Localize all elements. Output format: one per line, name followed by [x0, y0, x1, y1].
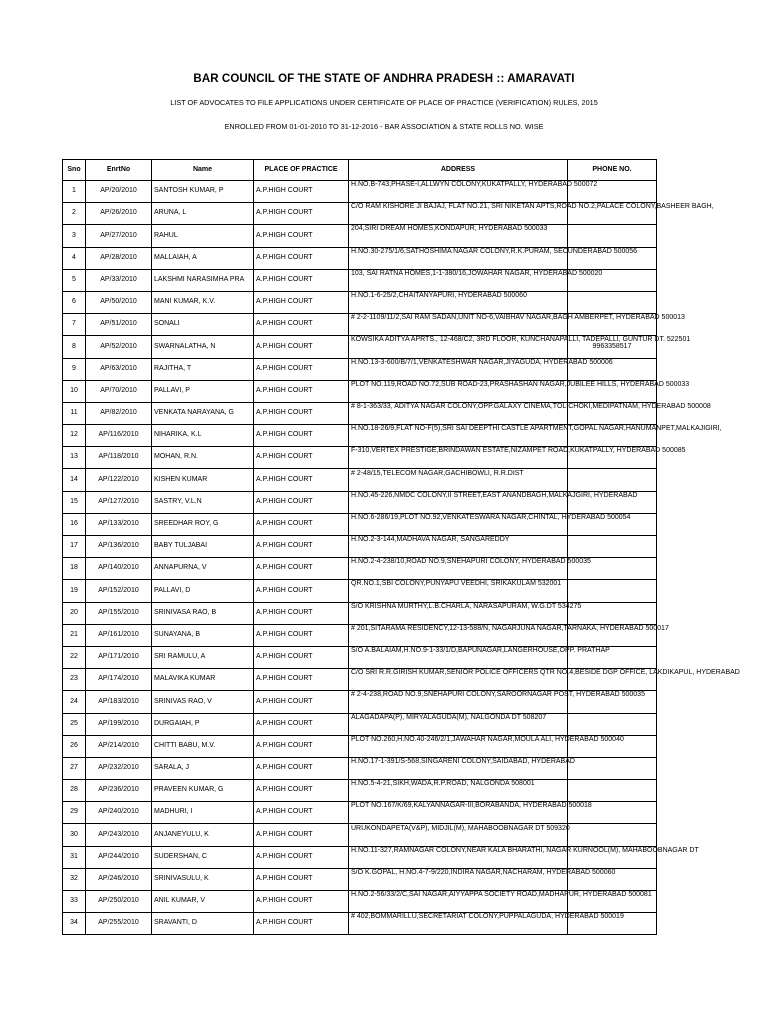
- table-row: [63, 336, 657, 358]
- address-text: # 2-48/15,TELECOM NAGAR,GACHIBOWLI, R.R.DIST: [351, 469, 524, 477]
- cell-sno: 7: [63, 314, 86, 336]
- cell-place: A.P.HIGH COURT: [254, 247, 349, 269]
- cell-address: [349, 491, 638, 513]
- cell-name: SRINIVASULU, K: [152, 868, 254, 890]
- cell-enrtno: AP/70/2010: [86, 380, 152, 402]
- cell-place: A.P.HIGH COURT: [254, 913, 349, 935]
- cell-enrtno: AP/214/2010: [86, 735, 152, 757]
- cell-place: A.P.HIGH COURT: [254, 691, 349, 713]
- cell-sno: 18: [63, 558, 86, 580]
- cell-address: [349, 203, 714, 225]
- cell-name: PALLAVI, D: [152, 580, 254, 602]
- table-row: [63, 469, 657, 491]
- cell-name: ARUNA, L: [152, 203, 254, 225]
- cell-name: SUNAYANA, B: [152, 624, 254, 646]
- address-text: KOWSIKA ADITYA APRTS., 12-468/C2, 3RD FLOOR, KUNCHANAPALLI, TADEPALLI, GUNTUR DT. 522501: [351, 336, 691, 344]
- cell-name: SRI RAMULU, A: [152, 646, 254, 668]
- advocates-table: [62, 159, 740, 935]
- table-row: [63, 447, 657, 469]
- cell-sno: 26: [63, 735, 86, 757]
- cell-sno: 25: [63, 713, 86, 735]
- cell-sno: 34: [63, 913, 86, 935]
- table-row: [63, 713, 657, 735]
- table-row: [63, 291, 657, 313]
- cell-sno: 33: [63, 891, 86, 913]
- table-row: [63, 824, 657, 846]
- cell-name: CHITTI BABU, M.V.: [152, 735, 254, 757]
- cell-address: [349, 558, 591, 580]
- cell-name: KISHEN KUMAR: [152, 469, 254, 491]
- cell-place: A.P.HIGH COURT: [254, 868, 349, 890]
- cell-address: [349, 735, 624, 757]
- enrollment-range: ENROLLED FROM 01-01-2010 TO 31-12-2016 - BAR ASSOCIATION & STATE ROLLS NO. WISE: [224, 122, 544, 131]
- cell-phone: [568, 780, 657, 802]
- cell-enrtno: AP/116/2010: [86, 425, 152, 447]
- cell-phone: [568, 225, 657, 247]
- address-text: S/O KRISHNA MURTHY,L.B.CHARLA, NARASAPURAM, W.G.DT 534275: [351, 602, 582, 610]
- cell-sno: 32: [63, 868, 86, 890]
- cell-name: DURGAIAH, P: [152, 713, 254, 735]
- cell-place: A.P.HIGH COURT: [254, 314, 349, 336]
- address-text: # 2-4-238,ROAD NO.9,SNEHAPURI COLONY,SAROORNAGAR POST, HYDERABAD 500035: [351, 691, 645, 699]
- address-text: ALAGADAPA(P), MIRYALAGUDA(M), NALGONDA DT 508207: [351, 713, 547, 721]
- address-text: PLOT NO.119,ROAD NO.72,SUB ROAD-23,PRASHASHAN NAGAR,JUBILEE HILLS, HYDERABAD 500033: [351, 380, 690, 388]
- cell-name: PRAVEEN KUMAR, G: [152, 780, 254, 802]
- cell-enrtno: AP/199/2010: [86, 713, 152, 735]
- cell-address: [349, 402, 711, 424]
- table-row: [63, 669, 657, 691]
- cell-sno: 23: [63, 669, 86, 691]
- address-text: H.NO.18-26/9,FLAT NO-F(5),SRI SAI DEEPTHI CASTLE APARTMENT,GOPAL NAGAR,HANUMANPET,MALKAJIGIRI,: [351, 425, 722, 433]
- table-row: [63, 269, 657, 291]
- cell-place: A.P.HIGH COURT: [254, 469, 349, 491]
- address-text: H.NO.6-286/19,PLOT NO.92,VENKATESWARA NAGAR,CHINTAL, HYDERABAD 500054: [351, 513, 631, 521]
- cell-phone: [568, 536, 657, 558]
- cell-address: [349, 358, 613, 380]
- address-text: S/O K.GOPAL, H.NO.4-7-9/220,INDIRA NAGAR,NACHARAM, HYDERABAD 500060: [351, 868, 616, 876]
- cell-enrtno: AP/244/2010: [86, 846, 152, 868]
- cell-place: A.P.HIGH COURT: [254, 713, 349, 735]
- cell-enrtno: AP/28/2010: [86, 247, 152, 269]
- table-row: [63, 314, 657, 336]
- cell-enrtno: AP/183/2010: [86, 691, 152, 713]
- cell-name: VENKATA NARAYANA, G: [152, 402, 254, 424]
- cell-enrtno: AP/133/2010: [86, 513, 152, 535]
- cell-sno: 21: [63, 624, 86, 646]
- address-text: # 8-1-363/33, ADITYA NAGAR COLONY,OPP.GALAXY CINEMA,TOLICHOKI,MEDIPATNAM, HYDERABAD 500008: [351, 402, 711, 410]
- table-row: [63, 757, 657, 779]
- cell-place: A.P.HIGH COURT: [254, 580, 349, 602]
- cell-enrtno: AP/82/2010: [86, 402, 152, 424]
- cell-address: [349, 580, 568, 602]
- cell-address: [349, 868, 616, 890]
- table-row: [63, 846, 657, 868]
- cell-place: A.P.HIGH COURT: [254, 735, 349, 757]
- cell-sno: 14: [63, 469, 86, 491]
- table-header-row: [63, 160, 657, 181]
- cell-enrtno: AP/246/2010: [86, 868, 152, 890]
- cell-place: A.P.HIGH COURT: [254, 491, 349, 513]
- cell-place: A.P.HIGH COURT: [254, 802, 349, 824]
- table-row: [63, 536, 657, 558]
- address-text: H.NO.1-6-25/2,CHAITANYAPURI, HYDERABAD 500060: [351, 292, 527, 300]
- cell-sno: 30: [63, 824, 86, 846]
- address-text: # 201,SITARAMA RESIDENCY,12-13-588/N, NAGARJUNA NAGAR,TARNAKA, HYDERABAD 500017: [351, 624, 669, 632]
- cell-phone: [568, 580, 657, 602]
- address-text: 103, SAI RATNA HOMES,1-1-380/16,JOWAHAR NAGAR, HYDERABAD 500020: [351, 269, 603, 277]
- cell-name: SRINIVAS RAO, V: [152, 691, 254, 713]
- cell-name: SONALI: [152, 314, 254, 336]
- cell-enrtno: AP/243/2010: [86, 824, 152, 846]
- address-text: H.NO.2-4-238/10,ROAD NO.9,SNEHAPURI COLONY, HYDERABAD 500035: [351, 558, 591, 566]
- address-text: # 402,BOMMARILLU,SECRETARIAT COLONY,PUPPALAGUDA, HYDERABAD 500019: [351, 913, 624, 921]
- table-row: [63, 247, 657, 269]
- cell-enrtno: AP/27/2010: [86, 225, 152, 247]
- address-text: H.NO.30-275/1/6,SATHOSHIMA NAGAR COLONY,R.K.PURAM, SECUNDERABAD 500056: [351, 247, 638, 255]
- cell-place: A.P.HIGH COURT: [254, 181, 349, 203]
- cell-enrtno: AP/51/2010: [86, 314, 152, 336]
- table-row: [63, 203, 657, 225]
- cell-address: [349, 181, 598, 203]
- cell-name: SANTOSH KUMAR, P: [152, 181, 254, 203]
- cell-sno: 17: [63, 536, 86, 558]
- cell-address: [349, 269, 603, 291]
- cell-address: [349, 291, 568, 313]
- cell-phone: [568, 291, 657, 313]
- column-header-enrtno: EnrtNo: [86, 160, 152, 181]
- table-row: [63, 491, 657, 513]
- cell-address: [349, 846, 699, 868]
- cell-address: [349, 447, 686, 469]
- address-text: H.NO.2-56/33/2/C,SAI NAGAR,AIYYAPPA SOCIETY ROAD,MADHAPUR, HYDERABAD 500081: [351, 891, 652, 899]
- cell-place: A.P.HIGH COURT: [254, 425, 349, 447]
- cell-sno: 13: [63, 447, 86, 469]
- cell-enrtno: AP/33/2010: [86, 269, 152, 291]
- cell-name: RAHUL: [152, 225, 254, 247]
- table-row: [63, 624, 657, 646]
- cell-address: [349, 802, 592, 824]
- cell-name: SWARNALATHA, N: [152, 336, 254, 358]
- cell-name: ANJANEYULU, K: [152, 824, 254, 846]
- cell-phone: 9963358517: [568, 336, 657, 358]
- cell-place: A.P.HIGH COURT: [254, 669, 349, 691]
- cell-name: BABY TULJABAI: [152, 536, 254, 558]
- cell-enrtno: AP/50/2010: [86, 291, 152, 313]
- cell-name: MADHURI, I: [152, 802, 254, 824]
- cell-phone: [568, 713, 657, 735]
- cell-name: ANNAPURNA, V: [152, 558, 254, 580]
- table-row: [63, 358, 657, 380]
- table-row: [63, 802, 657, 824]
- cell-place: A.P.HIGH COURT: [254, 225, 349, 247]
- cell-sno: 3: [63, 225, 86, 247]
- table-row: [63, 913, 657, 935]
- cell-address: [349, 713, 568, 735]
- cell-sno: 16: [63, 513, 86, 535]
- cell-sno: 6: [63, 291, 86, 313]
- cell-enrtno: AP/127/2010: [86, 491, 152, 513]
- cell-name: SUDERSHAN, C: [152, 846, 254, 868]
- cell-name: MALLAIAH, A: [152, 247, 254, 269]
- cell-phone: [568, 757, 657, 779]
- cell-enrtno: AP/240/2010: [86, 802, 152, 824]
- address-text: H.NO.13-3-600/B/7/1,VENKATESHWAR NAGAR,JIYAGUDA, HYDERABAD 500006: [351, 358, 613, 366]
- table-row: [63, 558, 657, 580]
- cell-place: A.P.HIGH COURT: [254, 291, 349, 313]
- cell-address: [349, 691, 645, 713]
- column-header-sno: Sno: [63, 160, 86, 181]
- table-row: [63, 513, 657, 535]
- cell-place: A.P.HIGH COURT: [254, 336, 349, 358]
- cell-address: [349, 891, 652, 913]
- cell-address: [349, 469, 568, 491]
- cell-address: [349, 513, 631, 535]
- table-row: [63, 735, 657, 757]
- cell-place: A.P.HIGH COURT: [254, 780, 349, 802]
- cell-enrtno: AP/255/2010: [86, 913, 152, 935]
- address-text: QR.NO.1,SBI COLONY,PUNYAPU VEEDHI, SRIKAKULAM 532001: [351, 580, 562, 588]
- cell-name: LAKSHMI NARASIMHA PRA: [152, 269, 254, 291]
- address-text: S/O A.BALAIAM,H.NO.9-1-33/1/D,BAPUNAGAR,LANGERHOUSE,OPP. PRATHAP: [351, 647, 610, 655]
- cell-sno: 5: [63, 269, 86, 291]
- cell-place: A.P.HIGH COURT: [254, 646, 349, 668]
- address-text: H.NO.5-4-21,SIKH,WADA,R.P.ROAD, NALGONDA 508001: [351, 780, 535, 788]
- cell-address: [349, 314, 685, 336]
- cell-sno: 29: [63, 802, 86, 824]
- cell-address: [349, 602, 582, 624]
- table-row: [63, 181, 657, 203]
- cell-enrtno: AP/161/2010: [86, 624, 152, 646]
- address-text: PLOT NO.167/K/69,KALYANNAGAR-III,BORABANDA, HYDERABAD 500018: [351, 802, 592, 810]
- table-body: [63, 181, 740, 935]
- cell-place: A.P.HIGH COURT: [254, 602, 349, 624]
- address-text: 204,SIRI DREAM HOMES,KONDAPUR, HYDERABAD 500033: [351, 225, 548, 233]
- cell-address: [349, 225, 568, 247]
- cell-place: A.P.HIGH COURT: [254, 203, 349, 225]
- address-text: H.NO.2-3-144,MADHAVA NAGAR, SANGAREDDY: [351, 536, 510, 544]
- address-text: PLOT NO.260,H.NO.40-246/2/1,JAWAHAR NAGAR,MOULA ALI, HYDERABAD 500040: [351, 735, 624, 743]
- cell-place: A.P.HIGH COURT: [254, 358, 349, 380]
- cell-name: RAJITHA, T: [152, 358, 254, 380]
- cell-sno: 24: [63, 691, 86, 713]
- cell-address: [349, 669, 740, 691]
- cell-name: SRAVANTI, D: [152, 913, 254, 935]
- cell-sno: 12: [63, 425, 86, 447]
- address-text: H.NO.B-743,PHASE-I,ALLWYN COLONY,KUKATPALLY, HYDERABAD 500072: [351, 181, 598, 189]
- table-row: [63, 868, 657, 890]
- address-text: F-310,VERTEX PRESTIGE,BRINDAWAN ESTATE,NIZAMPET ROAD,KUKATPALLY, HYDERABAD 500085: [351, 447, 686, 455]
- cell-address: [349, 646, 610, 668]
- cell-address: [349, 780, 568, 802]
- cell-name: SARALA, J: [152, 757, 254, 779]
- table-row: [63, 891, 657, 913]
- cell-sno: 4: [63, 247, 86, 269]
- cell-sno: 19: [63, 580, 86, 602]
- table-row: [63, 402, 657, 424]
- table-row: [63, 425, 657, 447]
- cell-sno: 15: [63, 491, 86, 513]
- cell-address: [349, 824, 568, 846]
- cell-sno: 22: [63, 646, 86, 668]
- cell-enrtno: AP/122/2010: [86, 469, 152, 491]
- cell-phone: [568, 469, 657, 491]
- cell-name: ANIL KUMAR, V: [152, 891, 254, 913]
- cell-place: A.P.HIGH COURT: [254, 402, 349, 424]
- address-text: H.NO.11-327,RAMNAGAR COLONY,NEAR KALA BHARATHI, NAGAR KURNOOL(M), MAHABOOBNAGAR DT: [351, 846, 699, 854]
- address-text: # 2-2-1109/11/2,SAI RAM SADAN,UNIT NO-6,VAIBHAV NAGAR,BAGH AMBERPET, HYDERABAD 500013: [351, 314, 685, 322]
- cell-sno: 27: [63, 757, 86, 779]
- cell-enrtno: AP/20/2010: [86, 181, 152, 203]
- cell-enrtno: AP/232/2010: [86, 757, 152, 779]
- cell-sno: 31: [63, 846, 86, 868]
- cell-enrtno: AP/136/2010: [86, 536, 152, 558]
- document-title: BAR COUNCIL OF THE STATE OF ANDHRA PRADESH :: AMARAVATI: [193, 73, 575, 85]
- cell-enrtno: AP/174/2010: [86, 669, 152, 691]
- cell-name: MALAVIKA KUMAR: [152, 669, 254, 691]
- cell-sno: 9: [63, 358, 86, 380]
- cell-place: A.P.HIGH COURT: [254, 558, 349, 580]
- cell-sno: 1: [63, 181, 86, 203]
- document-subtitle: LIST OF ADVOCATES TO FILE APPLICATIONS UNDER CERTIFICATE OF PLACE OF PRACTICE (VERIFICATION) RULES, 2015: [170, 98, 598, 107]
- column-header-address: ADDRESS: [349, 160, 568, 181]
- cell-enrtno: AP/250/2010: [86, 891, 152, 913]
- cell-name: MOHAN, R.N.: [152, 447, 254, 469]
- table-row: [63, 225, 657, 247]
- table-row: [63, 646, 657, 668]
- cell-name: NIHARIKA, K.L: [152, 425, 254, 447]
- cell-address: [349, 624, 669, 646]
- column-header-phone: PHONE NO.: [568, 160, 657, 181]
- cell-address: [349, 247, 638, 269]
- cell-sno: 28: [63, 780, 86, 802]
- cell-enrtno: AP/155/2010: [86, 602, 152, 624]
- cell-address: [349, 536, 568, 558]
- address-text: H.NO.45-226,NMDC COLONY,II STREET,EAST ANANDBAGH,MALKAJGIRI, HYDERABAD: [351, 491, 638, 499]
- cell-sno: 10: [63, 380, 86, 402]
- cell-enrtno: AP/152/2010: [86, 580, 152, 602]
- cell-enrtno: AP/236/2010: [86, 780, 152, 802]
- cell-name: SRINIVASA RAO, B: [152, 602, 254, 624]
- cell-name: PALLAVI, P: [152, 380, 254, 402]
- cell-place: A.P.HIGH COURT: [254, 624, 349, 646]
- cell-enrtno: AP/118/2010: [86, 447, 152, 469]
- cell-enrtno: AP/52/2010: [86, 336, 152, 358]
- cell-place: A.P.HIGH COURT: [254, 380, 349, 402]
- cell-phone: [568, 824, 657, 846]
- cell-name: SASTRY, V.L.N: [152, 491, 254, 513]
- address-text: C/O SRI R.R.GIRISH KUMAR,SENIOR POLICE OFFICERS QTR NO.4,BESIDE DGP OFFICE, LAKDIKAPUL, HYDERABAD: [351, 669, 740, 677]
- cell-place: A.P.HIGH COURT: [254, 513, 349, 535]
- cell-name: MANI KUMAR, K.V.: [152, 291, 254, 313]
- cell-place: A.P.HIGH COURT: [254, 757, 349, 779]
- table-row: [63, 780, 657, 802]
- address-text: URUKONDAPETA(V&P), MIDJIL(M), MAHABOOBNAGAR DT 509320: [351, 824, 570, 832]
- table-row: [63, 580, 657, 602]
- cell-place: A.P.HIGH COURT: [254, 891, 349, 913]
- cell-sno: 8: [63, 336, 86, 358]
- cell-enrtno: AP/171/2010: [86, 646, 152, 668]
- cell-enrtno: AP/63/2010: [86, 358, 152, 380]
- cell-address: [349, 380, 690, 402]
- cell-address: [349, 425, 722, 447]
- table-row: [63, 691, 657, 713]
- cell-place: A.P.HIGH COURT: [254, 536, 349, 558]
- address-text: C/O RAM KISHORE JI BAJAJ, FLAT NO.21, SRI NIKETAN APTS,ROAD NO.2,PALACE COLONY,BASHEER BAGH,: [351, 203, 714, 211]
- cell-place: A.P.HIGH COURT: [254, 846, 349, 868]
- table-row: [63, 380, 657, 402]
- address-text: H.NO.17-1-391/S-568,SINGARENI COLONY,SAIDABAD, HYDERABAD: [351, 757, 575, 765]
- cell-address: [349, 757, 575, 779]
- cell-place: A.P.HIGH COURT: [254, 447, 349, 469]
- cell-sno: 20: [63, 602, 86, 624]
- cell-name: SREEDHAR ROY, G: [152, 513, 254, 535]
- cell-place: A.P.HIGH COURT: [254, 824, 349, 846]
- cell-sno: 11: [63, 402, 86, 424]
- cell-enrtno: AP/26/2010: [86, 203, 152, 225]
- column-header-name: Name: [152, 160, 254, 181]
- table-row: [63, 602, 657, 624]
- cell-address: [349, 913, 624, 935]
- cell-sno: 2: [63, 203, 86, 225]
- cell-place: A.P.HIGH COURT: [254, 269, 349, 291]
- cell-enrtno: AP/140/2010: [86, 558, 152, 580]
- column-header-place: PLACE OF PRACTICE: [254, 160, 349, 181]
